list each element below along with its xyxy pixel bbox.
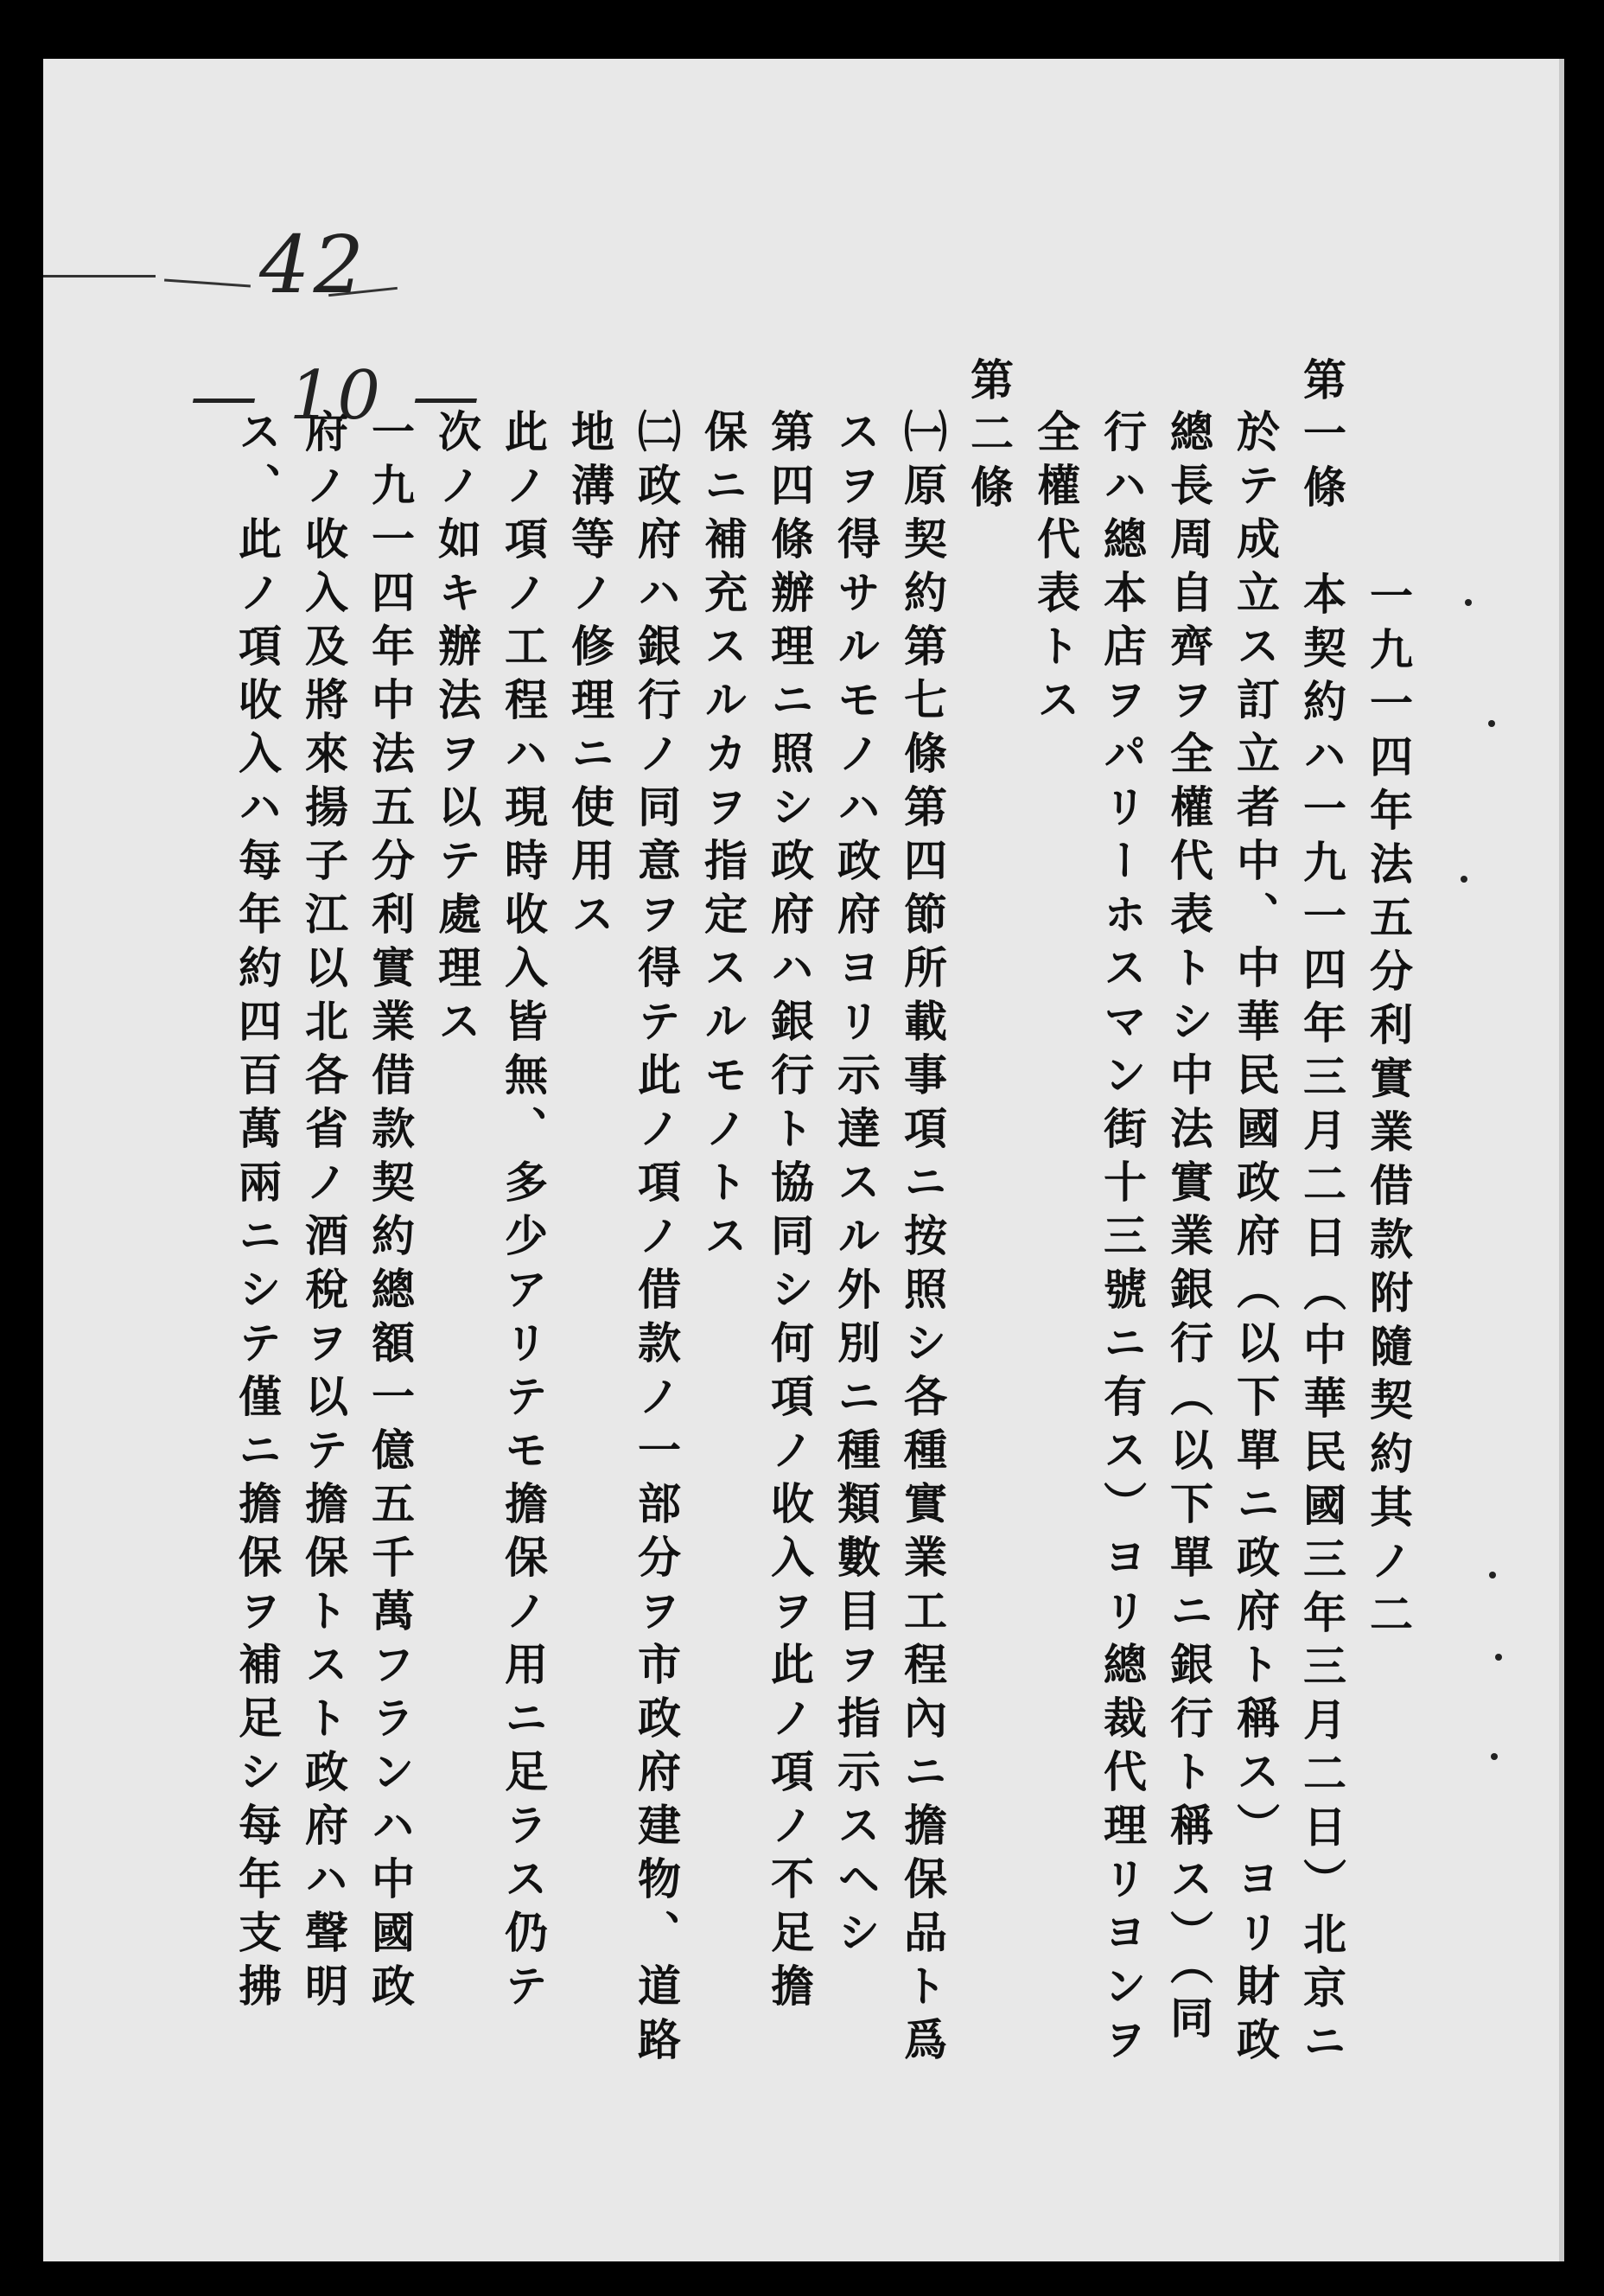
article-2-line: 此ノ項ノ工程ハ現時收入皆無、多少アリテモ擔保ノ用ニ足ラス仍テ [498, 409, 549, 2017]
speck [1488, 720, 1495, 727]
article-2-line: ㈠原契約第七條第四節所載事項ニ按照シ各種實業工程內ニ擔保品ト爲 [897, 409, 948, 2070]
article-2-line: 地溝等ノ修理ニ使用ス [564, 409, 615, 945]
handwritten-stroke [164, 279, 251, 288]
article-2-line: 一九一四年中法五分利實業借款契約總額一億五千萬フランハ中國政 [365, 409, 416, 2017]
speck [1495, 1654, 1502, 1661]
document-page [43, 59, 1564, 2261]
speck [1491, 1753, 1498, 1760]
article-2-heading: 第二條 [964, 357, 1015, 518]
document-title: 一九一四年法五分利實業借款附隨契約其ノ二 [1363, 573, 1414, 1645]
speck [1461, 876, 1467, 883]
article-2-line: 保ニ補充スルカヲ指定スルモノトス [697, 409, 748, 1266]
speck [1465, 599, 1472, 606]
article-2-line: 第四條辦理ニ照シ政府ハ銀行ト協同シ何項ノ收入ヲ此ノ項ノ不足擔 [764, 409, 815, 2017]
document-body [232, 357, 1422, 2242]
article-2-line: ㈡政府ハ銀行ノ同意ヲ得テ此ノ項ノ借款ノ一部分ヲ市政府建物、道路 [631, 409, 682, 2070]
article-2-line: スヲ得サルモノハ政府ヨリ示達スル外別ニ種類數目ヲ指示スヘシ [831, 409, 882, 1963]
handwritten-stroke [43, 275, 156, 277]
article-2-line: 次ノ如キ辦法ヲ以テ處理ス [431, 409, 482, 1052]
article-1-line: 行ハ總本店ヲパリーホスマン街十三號ニ有ス）ヨリ總裁代理リヨンヲ [1097, 409, 1148, 2070]
article-1-line: 總長周自齊ヲ全權代表トシ中法實業銀行（以下單ニ銀行ト稱ス）（同 [1163, 409, 1214, 2049]
page-number: — 10 — [190, 357, 485, 435]
article-1-line: 於テ成立ス訂立者中、中華民國政府（以下單ニ政府ト稱ス）ヨリ財政 [1230, 409, 1281, 2070]
speck [1489, 1572, 1496, 1578]
article-2-line: ス、此ノ項收入ハ每年約四百萬兩ニシテ僅ニ擔保ヲ補足シ每年支拂 [232, 409, 283, 2017]
article-2-line: 府ノ收入及將來揚子江以北各省ノ酒稅ヲ以テ擔保トスト政府ハ聲明 [298, 409, 349, 2017]
article-1-line: 第一條 本契約ハ一九一四年三月二日（中華民國三年三月二日）北京ニ [1296, 357, 1347, 2072]
handwritten-number: 42 [259, 219, 368, 311]
article-1-line: 全權代表トス [1030, 409, 1081, 730]
